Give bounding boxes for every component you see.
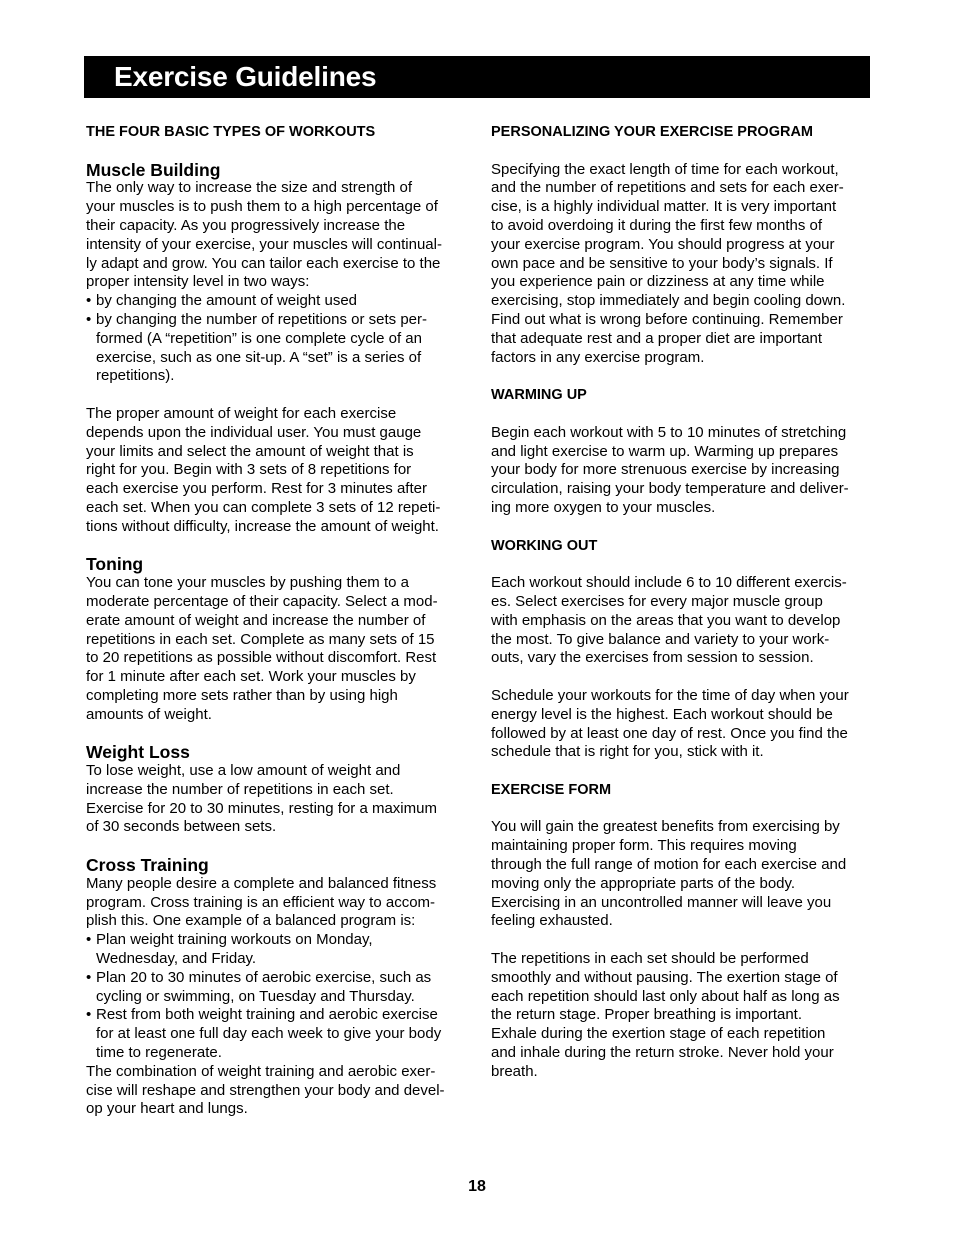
- text-line: each exercise you perform. Rest for 3 minutes after: [86, 480, 427, 498]
- text-line: and inhale during the return stroke. Never hold your: [491, 1044, 834, 1062]
- text-line: each set. When you can complete 3 sets of 12 repeti-: [86, 498, 441, 516]
- paragraph-muscle-building: [86, 179, 466, 292]
- text-line: The combination of weight training and aerobic exer-: [86, 1062, 436, 1080]
- bullet-text-line: Plan 20 to 30 minutes of aerobic exercise, such as: [96, 968, 432, 986]
- bullet-marker: •: [86, 310, 92, 328]
- text-line: their capacity. As you progressively increase the: [86, 216, 406, 234]
- bullet-text-line: by changing the amount of weight used: [96, 292, 358, 310]
- text-line: your body for more strenuous exercise by increasing: [491, 461, 840, 479]
- page-title: Exercise Guidelines: [114, 61, 377, 92]
- heading-toning: Toning: [86, 554, 144, 575]
- bullet-text-line: cycling or swimming, on Tuesday and Thursday.: [96, 987, 415, 1005]
- text-line: The repetitions in each set should be performed: [491, 950, 809, 968]
- section-heading-workout-types: THE FOUR BASIC TYPES OF WORKOUTS: [86, 124, 376, 140]
- heading-weight-loss: Weight Loss: [86, 742, 190, 763]
- text-line: Schedule your workouts for the time of day when your: [491, 686, 849, 704]
- right-column: [491, 123, 871, 1082]
- text-line: increase the number of repetitions in each set.: [86, 780, 394, 798]
- text-line: repetitions in each set. Complete as many sets of 15: [86, 630, 435, 648]
- bullet-text-line: formed (A “repetition” is one complete cycle of an: [96, 329, 422, 347]
- section-heading-exercise-form: EXERCISE FORM: [491, 781, 612, 798]
- text-line: your exercise program. You should progress at your: [491, 235, 835, 253]
- text-line: and light exercise to warm up. Warming up prepares: [491, 442, 839, 460]
- paragraph-weight-loss: [86, 762, 466, 837]
- text-line: feeling exhausted.: [491, 912, 613, 930]
- bullet-text-line: exercise, such as one sit-up. A “set” is a series of: [96, 348, 422, 366]
- text-line: through the full range of motion for each exercise and: [491, 856, 847, 874]
- paragraph-muscle-building-weight: [86, 405, 466, 537]
- bullet-text-line: time to regenerate.: [96, 1044, 222, 1062]
- text-line: es. Select exercises for every major muscle group: [491, 592, 823, 610]
- text-line: that adequate rest and a proper diet are important: [491, 329, 823, 347]
- bullet-item: [86, 969, 466, 1007]
- bullet-marker: •: [86, 968, 92, 986]
- text-line: to 20 repetitions as possible without discomfort. Rest: [86, 649, 437, 667]
- text-line: Find out what is wrong before continuing. Remember: [491, 310, 843, 328]
- text-line: Specifying the exact length of time for each workout,: [491, 160, 839, 178]
- text-line: for 1 minute after each set. Work your muscles by: [86, 668, 416, 686]
- bullet-text-line: Rest from both weight training and aerobic exercise: [96, 1006, 438, 1024]
- paragraph-warming-up: [491, 424, 871, 518]
- text-line: proper intensity level in two ways:: [86, 273, 310, 291]
- text-line: to avoid overdoing it during the first few months of: [491, 216, 823, 234]
- section-heading-working-out: WORKING OUT: [491, 537, 598, 554]
- text-line: ing more oxygen to your muscles.: [491, 498, 716, 516]
- text-line: program. Cross training is an efficient way to accom-: [86, 893, 436, 911]
- title-bar: [84, 56, 870, 98]
- section-heading-personalizing: PERSONALIZING YOUR EXERCISE PROGRAM: [491, 124, 813, 140]
- text-line: completing more sets rather than by using high: [86, 686, 398, 704]
- text-line: moving only the appropriate parts of the body.: [491, 874, 796, 892]
- bullet-item: [86, 292, 466, 311]
- bullet-text-line: Wednesday, and Friday.: [96, 950, 257, 968]
- text-line: circulation, raising your body temperature and deliver-: [491, 480, 849, 498]
- bullet-list-cross-training: [86, 931, 466, 1063]
- text-line: maintaining proper form. This requires moving: [491, 837, 797, 855]
- text-line: op your heart and lungs.: [86, 1100, 248, 1118]
- paragraph-exercise-form-breathing: [491, 950, 871, 1082]
- text-line: energy level is the highest. Each workout should be: [491, 705, 833, 723]
- bullet-text-line: for at least one full day each week to give your body: [96, 1025, 442, 1043]
- bullet-item: [86, 311, 466, 386]
- text-line: ly adapt and grow. You can tailor each exercise to the: [86, 254, 441, 272]
- text-line: erate amount of weight and increase the number of: [86, 611, 426, 629]
- text-line: Begin each workout with 5 to 10 minutes of stretching: [491, 423, 847, 441]
- paragraph-working-out-schedule: [491, 687, 871, 762]
- bullet-marker: •: [86, 292, 92, 310]
- bullet-item: [86, 931, 466, 969]
- text-line: factors in any exercise program.: [491, 348, 705, 366]
- section-heading-warming-up: WARMING UP: [491, 387, 587, 404]
- text-line: followed by at least one day of rest. Once you find the: [491, 724, 848, 742]
- text-line: with emphasis on the areas that you want to develop: [491, 611, 841, 629]
- text-line: plish this. One example of a balanced program is:: [86, 912, 416, 930]
- paragraph-cross-training: [86, 875, 466, 931]
- paragraph-cross-training-closing: [86, 1063, 466, 1119]
- paragraph-toning: [86, 574, 466, 724]
- text-line: Many people desire a complete and balanced fitness: [86, 874, 437, 892]
- text-line: You will gain the greatest benefits from exercising by: [491, 818, 840, 836]
- text-line: breath.: [491, 1062, 538, 1080]
- paragraph-personalizing: [491, 161, 871, 368]
- bullet-item: [86, 1006, 466, 1062]
- bullet-text-line: Plan weight training workouts on Monday,: [96, 931, 373, 949]
- text-line: depends upon the individual user. You must gauge: [86, 423, 422, 441]
- text-line: your muscles is to push them to a high percentage of: [86, 198, 438, 216]
- text-line: outs, vary the exercises from session to session.: [491, 649, 814, 667]
- text-line: tions without difficulty, increase the amount of weight.: [86, 517, 439, 535]
- text-line: the most. To give balance and variety to your work-: [491, 630, 830, 648]
- text-line: Each workout should include 6 to 10 different exercis-: [491, 574, 847, 592]
- page-number: 18: [468, 1178, 486, 1195]
- text-line: each repetition should last only about half as long as: [491, 987, 840, 1005]
- heading-muscle-building: Muscle Building: [86, 159, 221, 180]
- bullet-marker: •: [86, 931, 92, 949]
- bullet-text-line: repetitions).: [96, 367, 175, 385]
- left-column: [86, 123, 466, 1119]
- heading-cross-training: Cross Training: [86, 855, 209, 876]
- text-line: your limits and select the amount of weight that is: [86, 442, 414, 460]
- text-line: right for you. Begin with 3 sets of 8 repetitions for: [86, 461, 412, 479]
- text-line: Exercise for 20 to 30 minutes, resting for a maximum: [86, 799, 437, 817]
- text-line: The only way to increase the size and strength of: [86, 179, 413, 197]
- text-line: moderate percentage of their capacity. Select a mod-: [86, 592, 438, 610]
- paragraph-working-out: [491, 574, 871, 668]
- text-line: of 30 seconds between sets.: [86, 818, 277, 836]
- text-line: amounts of weight.: [86, 705, 212, 723]
- text-line: own pace and be sensitive to your body’s signals. If: [491, 254, 833, 272]
- text-line: You can tone your muscles by pushing them to a: [86, 574, 409, 592]
- bullet-marker: •: [86, 1006, 92, 1024]
- text-line: To lose weight, use a low amount of weight and: [86, 762, 401, 780]
- bullet-text-line: by changing the number of repetitions or sets per-: [96, 310, 428, 328]
- text-line: smoothly and without pausing. The exertion stage of: [491, 968, 838, 986]
- text-line: cise will reshape and strengthen your body and devel-: [86, 1081, 445, 1099]
- text-line: Exhale during the exertion stage of each repetition: [491, 1025, 826, 1043]
- text-line: Exercising in an uncontrolled manner will leave you: [491, 893, 832, 911]
- text-line: the return stage. Proper breathing is important.: [491, 1006, 803, 1024]
- text-line: The proper amount of weight for each exercise: [86, 404, 397, 422]
- text-line: and the number of repetitions and sets for each exer-: [491, 179, 844, 197]
- text-line: intensity of your exercise, your muscles will continual-: [86, 235, 442, 253]
- paragraph-exercise-form: [491, 818, 871, 931]
- bullet-list-muscle-building: [86, 292, 466, 386]
- text-line: exercising, stop immediately and begin cooling down.: [491, 292, 846, 310]
- text-line: cise, is a highly individual matter. It is very important: [491, 198, 837, 216]
- text-line: schedule that is right for you, stick with it.: [491, 743, 764, 761]
- text-line: you experience pain or dizziness at any time while: [491, 273, 825, 291]
